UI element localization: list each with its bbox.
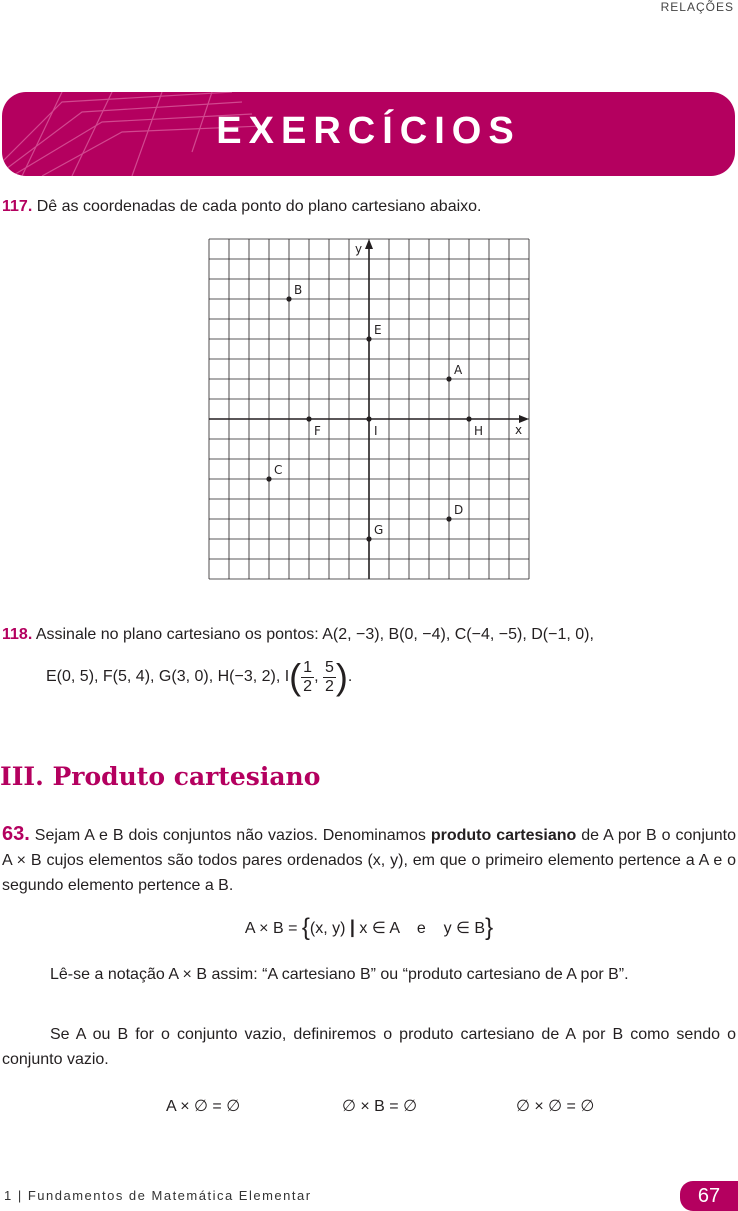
fraction-separator: , — [314, 668, 319, 686]
definition-text-start: Sejam A e B dois conjuntos não vazios. Denominamos — [34, 827, 431, 844]
empty-product-2: ∅ × B = ∅ — [342, 1098, 418, 1115]
banner-title: EXERCÍCIOS — [216, 110, 521, 152]
formula-pair: (x, y) — [309, 920, 350, 937]
point-label-b: B — [294, 283, 303, 297]
point-label-f: F — [314, 424, 321, 438]
fraction-one-half — [301, 659, 314, 696]
definition-number: 63. — [2, 823, 30, 845]
point-label-h: H — [474, 424, 484, 438]
point-f — [306, 416, 311, 421]
definition-63 — [2, 822, 736, 898]
left-paren: ( — [289, 656, 302, 697]
exercise-text-line2: E(0, 5), F(5, 4), G(3, 0), H(−3, 2), I — [46, 668, 290, 686]
formula-lhs: A × B = — [244, 920, 302, 937]
point-c — [266, 476, 271, 481]
fraction-denominator: 2 — [303, 677, 313, 695]
formula-close-brace: } — [485, 914, 494, 941]
exercise-118 — [2, 626, 738, 644]
point-i — [366, 416, 371, 421]
exercise-text: Dê as coordenadas de cada ponto do plano cartesiano abaixo. — [36, 198, 482, 215]
exercise-117 — [2, 198, 481, 216]
running-head: RELAÇÕES — [660, 0, 734, 14]
cartesian-plane-svg — [208, 238, 530, 580]
cartesian-product-formula — [0, 914, 738, 942]
fraction-numerator: 5 — [324, 658, 334, 676]
line-end: . — [347, 668, 353, 686]
point-d — [446, 516, 451, 521]
right-paren: ) — [335, 656, 348, 697]
empty-product-1: A × ∅ = ∅ — [166, 1098, 241, 1115]
cartesian-plane — [208, 238, 530, 585]
point-label-a: A — [454, 363, 463, 377]
exercise-118-line2 — [46, 656, 352, 698]
fraction-denominator: 2 — [324, 677, 334, 695]
formula-bar: | — [349, 917, 355, 937]
fraction-five-halves — [323, 659, 336, 696]
point-label-c: C — [274, 463, 283, 477]
formula-open-brace: { — [301, 914, 310, 941]
point-label-e: E — [374, 323, 382, 337]
formula-condition: x ∈ A e y ∈ B — [354, 920, 486, 937]
point-marks — [266, 283, 483, 542]
point-e — [366, 336, 371, 341]
y-axis-label: y — [355, 242, 363, 256]
point-label-i: I — [374, 424, 378, 438]
axes — [209, 239, 529, 579]
notation-paragraph: Lê-se a notação A × B assim: “A cartesiano B” ou “produto cartesiano de A por B”. — [50, 966, 629, 983]
page-number: 67 — [680, 1181, 738, 1211]
y-axis-arrow — [365, 239, 373, 249]
exercises-banner — [2, 92, 735, 176]
fraction-numerator: 1 — [303, 658, 313, 676]
definition-text-end: de A por B o conjunto A × B cujos elementos são todos pares ordenados (x, y), em que o primeiro elemento pertence a A e o segundo elemento pertence a B. — [2, 827, 737, 894]
section-title: III. Produto cartesiano — [0, 762, 321, 791]
point-label-d: D — [454, 503, 464, 517]
empty-product-3: ∅ × ∅ = ∅ — [516, 1098, 595, 1115]
footer-book-title: 1 | Fundamentos de Matemática Elementar — [4, 1188, 312, 1203]
exercise-number: 117. — [2, 198, 33, 215]
point-b — [286, 296, 291, 301]
point-g — [366, 536, 371, 541]
point-a — [446, 376, 451, 381]
point-label-g: G — [374, 523, 384, 537]
exercise-number: 118. — [2, 626, 33, 643]
x-axis-label: x — [515, 423, 523, 437]
empty-set-paragraph: Se A ou B for o conjunto vazio, definiremos o produto cartesiano de A por B como sendo o conjunto vazio. — [2, 1026, 736, 1068]
x-axis-arrow — [519, 415, 529, 423]
definition-term: produto cartesiano — [430, 827, 577, 844]
point-h — [466, 416, 471, 421]
exercise-text-line1: Assinale no plano cartesiano os pontos: A(2, −3), B(0, −4), C(−4, −5), D(−1, 0), — [35, 626, 594, 643]
